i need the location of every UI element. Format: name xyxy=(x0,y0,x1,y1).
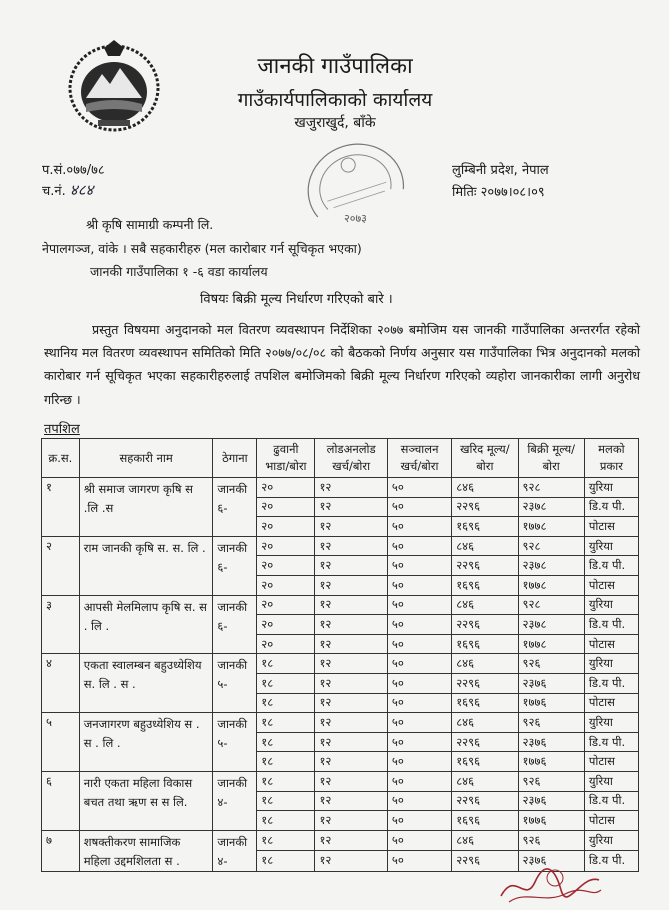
operating-cost: ५० xyxy=(387,536,451,556)
sale-price: ९२८ xyxy=(518,536,584,556)
operating-cost: ५० xyxy=(387,851,451,872)
loading-cost: १२ xyxy=(315,851,387,872)
sale-price: २३७६ xyxy=(518,791,584,811)
fertilizer-type: पोटास xyxy=(584,517,638,537)
operating-cost: ५० xyxy=(387,693,451,713)
fertilizer-type: युरिया xyxy=(584,771,638,791)
transport-cost: २० xyxy=(257,517,315,537)
loading-cost: १२ xyxy=(315,771,387,791)
row-serial: ५ xyxy=(42,713,80,772)
office-stamp-icon xyxy=(290,140,420,232)
fertilizer-type: युरिया xyxy=(584,536,638,556)
purchase-price: १६९६ xyxy=(452,634,518,654)
purchase-price: २२९६ xyxy=(452,791,518,811)
col-header-fertilizer: मलको प्रकार xyxy=(584,439,638,478)
table-row xyxy=(42,654,639,674)
loading-cost: १२ xyxy=(315,497,387,517)
loading-cost: १२ xyxy=(315,556,387,576)
row-address: जानकी ५- xyxy=(213,713,257,772)
office-location: खजुराखुर्द, बाँके xyxy=(294,115,376,131)
sale-price: २३७६ xyxy=(518,851,584,872)
addressee-line-2: नेपालगञ्ज, वांके । सबै सहकारीहरु (मल कारोबार गर्न सूचिकृत भएका) xyxy=(42,241,362,256)
loading-cost: १२ xyxy=(315,752,387,772)
purchase-price: २२९६ xyxy=(452,497,518,517)
purchase-price: ८४६ xyxy=(452,595,518,615)
price-table xyxy=(41,438,639,872)
operating-cost: ५० xyxy=(387,752,451,772)
sale-price: २३७६ xyxy=(518,732,584,752)
transport-cost: २० xyxy=(257,634,315,654)
operating-cost: ५० xyxy=(387,713,451,733)
purchase-price: १६९६ xyxy=(452,752,518,772)
loading-cost: १२ xyxy=(315,673,387,693)
row-cooperative-name: एकता स्वालम्बन बहुउध्येशिय स. लि . स . xyxy=(79,654,213,713)
sale-price: २३७८ xyxy=(518,615,584,635)
transport-cost: २० xyxy=(257,615,315,635)
chalani-label: च.नं. xyxy=(42,184,66,199)
fertilizer-type: पोटास xyxy=(584,575,638,595)
transport-cost: १८ xyxy=(257,752,315,772)
loading-cost: १२ xyxy=(315,575,387,595)
operating-cost: ५० xyxy=(387,575,451,595)
operating-cost: ५० xyxy=(387,615,451,635)
loading-cost: १२ xyxy=(315,713,387,733)
loading-cost: १२ xyxy=(315,536,387,556)
letter-body: प्रस्तुत विषयमा अनुदानको मल वितरण व्यवस्थापन निर्देशिका २०७७ बमोजिम यस जानकी गाउँपालिका अन्तरर्गत रहेको स्थानिय मल वितरण व्यवस्थापन समितिको मिति २०७७/०८/०८ को बैठकको निर्णय अनुसार यस गाउँपालिका भित्र अनुदानको मलको कारोबार गर्न सूचिकृत भएका सहकारीहरुलाई तपशिल बमोजिमको बिक्री मूल्य निर्धारण गरिएको व्यहोरा जानकारीका लागी अनुरोध गरिन्छ । xyxy=(44,322,640,407)
table-row xyxy=(42,478,639,498)
loading-cost: १२ xyxy=(315,634,387,654)
fertilizer-type: डि.य पी. xyxy=(584,497,638,517)
loading-cost: १२ xyxy=(315,654,387,674)
transport-cost: १८ xyxy=(257,851,315,872)
table-row xyxy=(42,771,639,791)
row-address: जानकी ६- xyxy=(213,595,257,654)
transport-cost: २० xyxy=(257,478,315,498)
operating-cost: ५० xyxy=(387,517,451,537)
letter-chalani-number xyxy=(42,180,93,200)
fertilizer-type: डि.य पी. xyxy=(584,673,638,693)
transport-cost: १८ xyxy=(257,830,315,851)
row-cooperative-name: नारी एकता महिला विकास बचत तथा ऋण स स लि. xyxy=(79,771,213,830)
col-header-sale: बिक्री मूल्य/बोरा xyxy=(518,439,584,478)
tapsil-heading: तपशिल xyxy=(44,422,80,437)
row-serial: ३ xyxy=(42,595,80,654)
col-header-transport: ढुवानी भाडा/बोरा xyxy=(257,439,315,478)
operating-cost: ५० xyxy=(387,771,451,791)
sale-price: ९२८ xyxy=(518,595,584,615)
fertilizer-type: पोटास xyxy=(584,693,638,713)
sale-price: १७७६ xyxy=(518,693,584,713)
operating-cost: ५० xyxy=(387,556,451,576)
operating-cost: ५० xyxy=(387,830,451,851)
fertilizer-type: पोटास xyxy=(584,811,638,831)
transport-cost: १८ xyxy=(257,654,315,674)
fertilizer-type: पोटास xyxy=(584,634,638,654)
addressee-line-3: जानकी गाउँपालिका १ -६ वडा कार्यालय xyxy=(90,264,268,279)
row-cooperative-name: राम जानकी कृषि स. स. लि . xyxy=(79,536,213,595)
table-row xyxy=(42,713,639,733)
fertilizer-type: डि.य पी. xyxy=(584,615,638,635)
transport-cost: १८ xyxy=(257,811,315,831)
row-address: जानकी ६- xyxy=(213,478,257,537)
fertilizer-type: डि.य पी. xyxy=(584,556,638,576)
stamp-year: २०७३ xyxy=(344,212,367,225)
purchase-price: ८४६ xyxy=(452,654,518,674)
sale-price: ९२८ xyxy=(518,478,584,498)
fertilizer-type: डि.य पी. xyxy=(584,732,638,752)
operating-cost: ५० xyxy=(387,732,451,752)
sale-price: ९२६ xyxy=(518,830,584,851)
addressee-line-1: श्री कृषि सामाग्री कम्पनी लि. xyxy=(86,217,214,232)
col-header-address: ठेगाना xyxy=(213,439,257,478)
purchase-price: १६९६ xyxy=(452,517,518,537)
operating-cost: ५० xyxy=(387,791,451,811)
operating-cost: ५० xyxy=(387,811,451,831)
fertilizer-type: डि.य पी. xyxy=(584,851,638,872)
org-name: जानकी गाउँपालिका xyxy=(257,54,413,79)
operating-cost: ५० xyxy=(387,497,451,517)
loading-cost: १२ xyxy=(315,693,387,713)
loading-cost: १२ xyxy=(315,830,387,851)
fertilizer-type: युरिया xyxy=(584,713,638,733)
col-header-operating: सञ्चालन खर्च/बोरा xyxy=(387,439,451,478)
sale-price: १७७६ xyxy=(518,752,584,772)
table-row xyxy=(42,536,639,556)
transport-cost: १८ xyxy=(257,693,315,713)
loading-cost: १२ xyxy=(315,615,387,635)
row-serial: ७ xyxy=(42,830,80,871)
row-cooperative-name: जनजागरण बहुउध्येशिय स . स . लि . xyxy=(79,713,213,772)
transport-cost: १८ xyxy=(257,713,315,733)
purchase-price: २२९६ xyxy=(452,556,518,576)
loading-cost: १२ xyxy=(315,478,387,498)
sale-price: ९२६ xyxy=(518,771,584,791)
row-address: जानकी ६- xyxy=(213,536,257,595)
purchase-price: २२९६ xyxy=(452,732,518,752)
sale-price: ९२६ xyxy=(518,654,584,674)
purchase-price: ८४६ xyxy=(452,771,518,791)
purchase-price: १६९६ xyxy=(452,693,518,713)
sale-price: २३७८ xyxy=(518,556,584,576)
letter-date: मितिः २०७७।०८।०९ xyxy=(452,185,545,200)
row-serial: ४ xyxy=(42,654,80,713)
row-serial: २ xyxy=(42,536,80,595)
province-text: लुम्बिनी प्रदेश, नेपाल xyxy=(452,163,549,178)
letter-subject: विषयः बिक्री मूल्य निर्धारण गरिएको बारे । xyxy=(200,292,393,307)
sale-price: १७७८ xyxy=(518,634,584,654)
government-emblem-icon xyxy=(64,38,164,134)
row-cooperative-name: श्री समाज जागरण कृषि स .लि .स xyxy=(79,478,213,537)
letter-ps-number: प.सं.०७७/७८ xyxy=(42,163,105,178)
loading-cost: १२ xyxy=(315,811,387,831)
purchase-price: २२९६ xyxy=(452,615,518,635)
operating-cost: ५० xyxy=(387,595,451,615)
row-serial: १ xyxy=(42,478,80,537)
purchase-price: १६९६ xyxy=(452,811,518,831)
operating-cost: ५० xyxy=(387,673,451,693)
operating-cost: ५० xyxy=(387,654,451,674)
fertilizer-type: युरिया xyxy=(584,830,638,851)
transport-cost: २० xyxy=(257,536,315,556)
row-serial: ६ xyxy=(42,771,80,830)
sale-price: २३७८ xyxy=(518,497,584,517)
table-row xyxy=(42,830,639,851)
fertilizer-type: युरिया xyxy=(584,595,638,615)
operating-cost: ५० xyxy=(387,634,451,654)
fertilizer-type: डि.य पी. xyxy=(584,791,638,811)
fertilizer-type: युरिया xyxy=(584,654,638,674)
col-header-purchase: खरिद मूल्य/बोरा xyxy=(452,439,518,478)
transport-cost: २० xyxy=(257,497,315,517)
purchase-price: ८४६ xyxy=(452,536,518,556)
operating-cost: ५० xyxy=(387,478,451,498)
purchase-price: २२९६ xyxy=(452,851,518,872)
row-address: जानकी ४- xyxy=(213,830,257,871)
row-cooperative-name: शषक्तीकरण सामाजिक महिला उद्दमशिलता स . xyxy=(79,830,213,871)
transport-cost: १८ xyxy=(257,791,315,811)
row-address: जानकी ५- xyxy=(213,654,257,713)
transport-cost: १८ xyxy=(257,771,315,791)
fertilizer-type: युरिया xyxy=(584,478,638,498)
signature-icon xyxy=(495,860,605,908)
transport-cost: १८ xyxy=(257,673,315,693)
loading-cost: १२ xyxy=(315,517,387,537)
transport-cost: १८ xyxy=(257,732,315,752)
row-address: जानकी ४- xyxy=(213,771,257,830)
col-header-name: सहकारी नाम xyxy=(79,439,213,478)
table-row xyxy=(42,595,639,615)
purchase-price: ८४६ xyxy=(452,478,518,498)
col-header-loading: लोडअनलोड खर्च/बोरा xyxy=(315,439,387,478)
office-name: गाउँकार्यपालिकाको कार्यालय xyxy=(237,89,433,111)
purchase-price: ८४६ xyxy=(452,713,518,733)
loading-cost: १२ xyxy=(315,595,387,615)
purchase-price: २२९६ xyxy=(452,673,518,693)
transport-cost: २० xyxy=(257,556,315,576)
loading-cost: १२ xyxy=(315,732,387,752)
purchase-price: १६९६ xyxy=(452,575,518,595)
purchase-price: ८४६ xyxy=(452,830,518,851)
sale-price: १७७८ xyxy=(518,517,584,537)
transport-cost: २० xyxy=(257,575,315,595)
chalani-handwritten-value: ४८४ xyxy=(69,181,94,199)
table-header-row xyxy=(42,439,639,478)
fertilizer-type: पोटास xyxy=(584,752,638,772)
col-header-sn: क्र.स. xyxy=(42,439,80,478)
transport-cost: २० xyxy=(257,595,315,615)
sale-price: ९२६ xyxy=(518,713,584,733)
loading-cost: १२ xyxy=(315,791,387,811)
sale-price: १७७८ xyxy=(518,575,584,595)
sale-price: २३७६ xyxy=(518,673,584,693)
row-cooperative-name: आपसी मेलमिलाप कृषि स. स . लि . xyxy=(79,595,213,654)
sale-price: १७७६ xyxy=(518,811,584,831)
